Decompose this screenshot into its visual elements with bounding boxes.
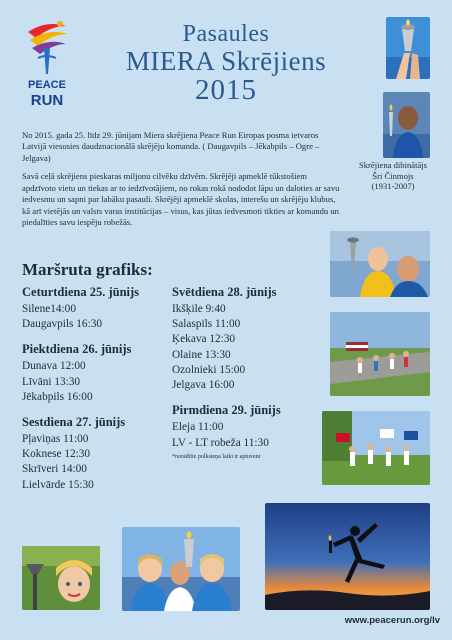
title-line-1: Pasaules xyxy=(182,21,270,47)
stop-item: Ikšķile 9:40 xyxy=(172,302,226,315)
stop-item: Olaine 13:30 xyxy=(172,348,231,361)
stop-item: Pļaviņas 11:00 xyxy=(22,432,89,445)
founder-caption-line-3: (1931-2007) xyxy=(371,181,415,192)
runners-group-photo xyxy=(330,312,430,396)
logo-line-peace: PEACE xyxy=(28,79,66,91)
stop-item: Silene14:00 xyxy=(22,302,76,315)
stop-item: Dunava 12:00 xyxy=(22,360,86,373)
stop-item: Skrīveri 14:00 xyxy=(22,463,87,476)
founder-caption xyxy=(348,160,438,192)
intro-paragraph-1: No 2015. gada 25. līdz 29. jūnijam Miera skrējiena Peace Run Eiropas posma ietvaros Latvijā viesosies daudznacionālā skrējēju komanda. ( Daugavpils – Jēkabpils – Ogre – Jelgava) xyxy=(22,130,320,163)
schedule-column-right xyxy=(172,284,322,461)
children-with-torch-photo xyxy=(122,527,240,611)
logo-line-run: RUN xyxy=(30,92,64,109)
schedule-column-left xyxy=(22,284,172,493)
stop-item: Koknese 12:30 xyxy=(22,448,91,461)
stop-item: Lielvārde 15:30 xyxy=(22,478,94,491)
intro-paragraph-2: Savā ceļā skrējiens pieskaras miljonu cilvēku dzīvēm. Skrējēji apmeklē tūkstošiem apdzīvoto vietu un tiekas ar to iedzīvotājiem, no rokas rokā nododot lāpu un daloties ar savu iedvesmu un sapni par labāku pasauli. Skrējēji apmeklē skolas, interešu un skrējēju klubus, kā arī vietējās un valsts varas institūcijas – visus, kas jūtas iedvesmoti tikties ar komandu un piedalīties savu iespēju robežās. xyxy=(22,171,340,227)
intro-text xyxy=(22,130,340,235)
stop-item: Līvāni 13:30 xyxy=(22,375,81,388)
runner-with-child-photo xyxy=(330,231,430,297)
stop-item: Salaspils 11:00 xyxy=(172,318,241,331)
founder-caption-line-1: Skrējiena dibinātājs xyxy=(358,160,428,170)
day-heading: Piektdiena 26. jūnijs xyxy=(22,342,132,357)
founder-caption-line-2: Šri Činmojs xyxy=(372,170,414,181)
stop-item: Jēkabpils 16:00 xyxy=(22,390,93,403)
stop-item: Jelgava 16:00 xyxy=(172,379,235,392)
runners-with-flags-photo xyxy=(322,411,430,485)
schedule-title: Maršruta grafiks: xyxy=(22,260,153,279)
day-heading: Sestdiena 27. jūnijs xyxy=(22,415,126,429)
torch-hands-photo xyxy=(386,17,430,79)
stop-item: Eleja 11:00 xyxy=(172,421,224,434)
peace-run-logo xyxy=(20,18,74,110)
title-line-3: 2015 xyxy=(195,74,257,107)
website-link[interactable]: www.peacerun.org/lv xyxy=(344,615,440,626)
runner-silhouette-sunset-photo xyxy=(265,503,430,610)
page-title xyxy=(88,22,364,105)
stop-item: Ozolnieki 15:00 xyxy=(172,363,246,376)
day-heading: Svētdiena 28. jūnijs xyxy=(172,285,277,299)
founder-photo xyxy=(383,92,430,158)
day-heading: Ceturtdiena 25. jūnijs xyxy=(22,285,140,299)
schedule-note: *norādītie pulksteņa laiki ir aptuveni xyxy=(172,453,261,460)
torch-flame-logo-icon xyxy=(20,18,74,78)
title-line-2: MIERA Skrējiens xyxy=(125,45,327,76)
child-with-torch-photo xyxy=(22,546,100,610)
stop-item: Ķekava 12:30 xyxy=(172,333,236,346)
stop-item: Daugavpils 16:30 xyxy=(22,318,103,331)
day-heading: Pirmdiena 29. jūnijs xyxy=(172,403,281,418)
stop-item: LV - LT robeža 11:30 xyxy=(172,436,269,449)
